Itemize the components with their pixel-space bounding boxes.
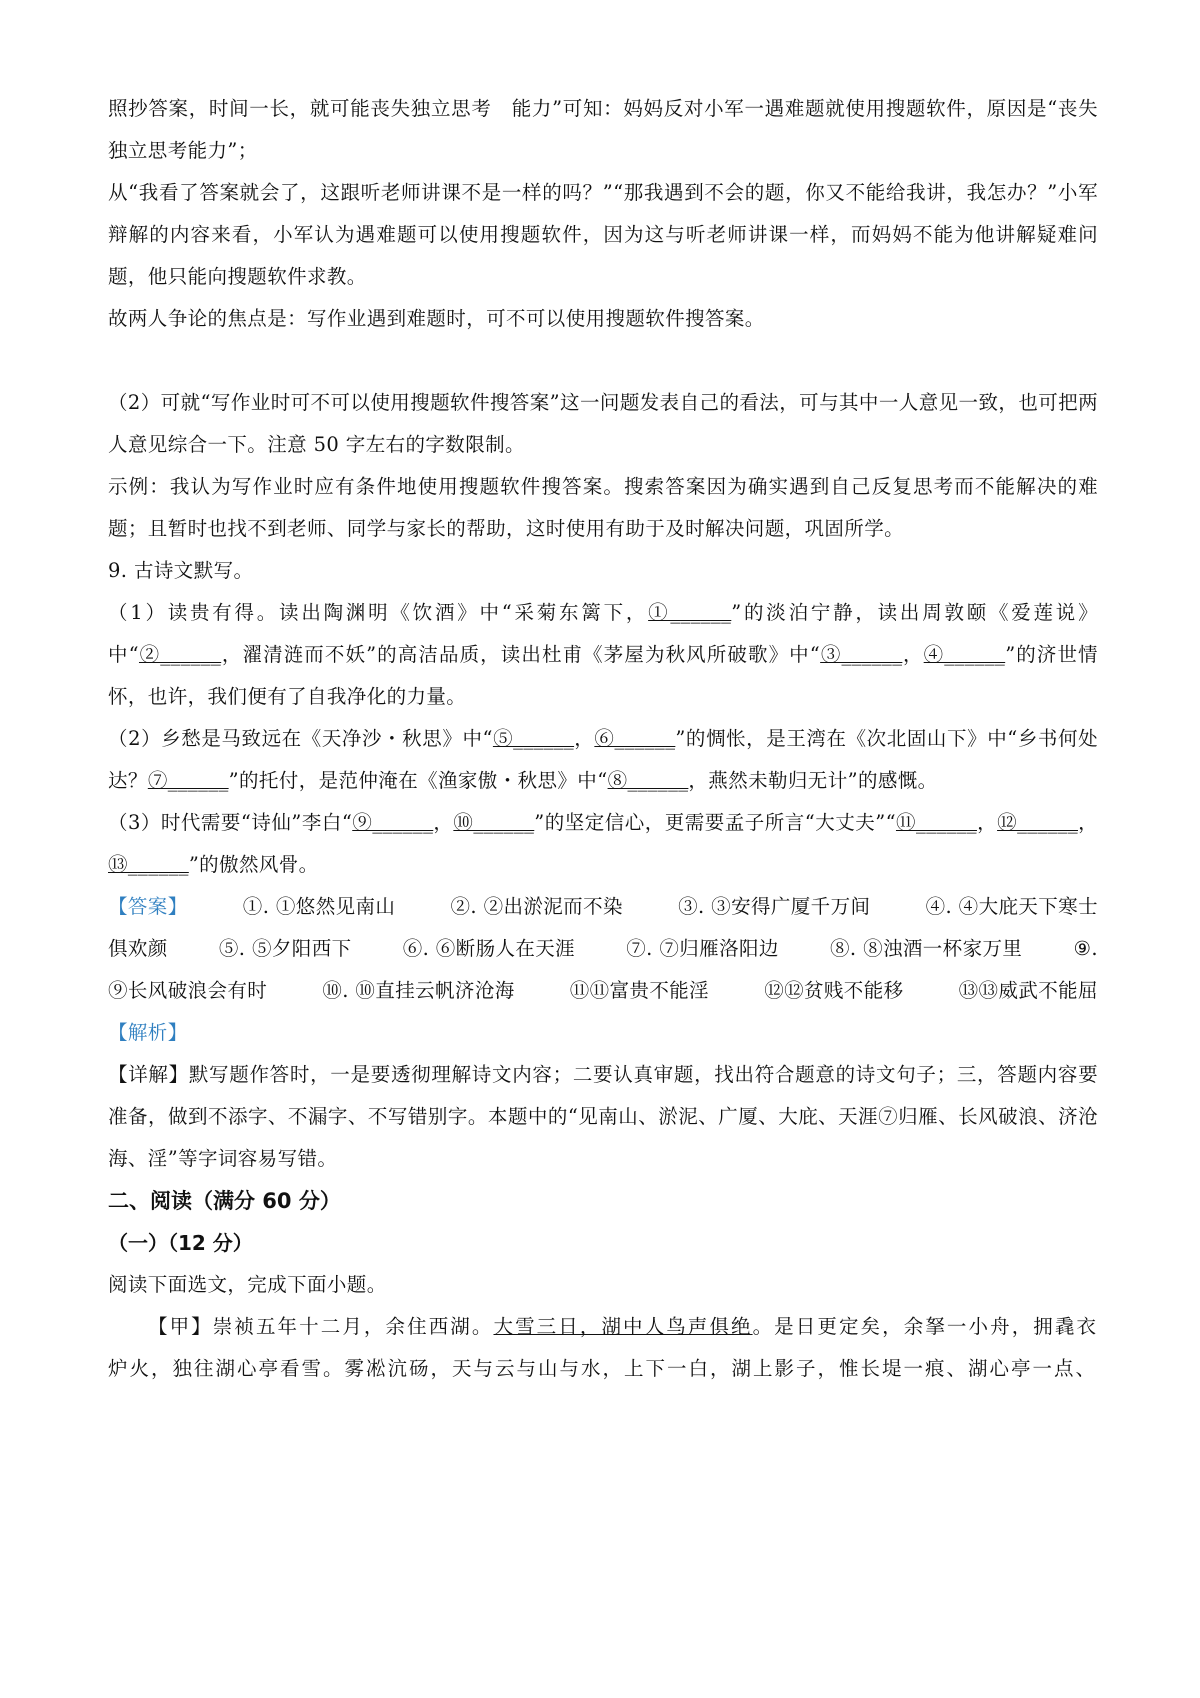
blank-4: ④______ bbox=[923, 643, 1006, 666]
blank-3: ③______ bbox=[820, 643, 903, 666]
answers-row-1 bbox=[108, 886, 1098, 928]
passage-label: 【甲】 bbox=[148, 1315, 213, 1338]
blank-8: ⑧______ bbox=[607, 769, 689, 792]
spacer bbox=[108, 340, 1098, 382]
blank-13: ⑬______ bbox=[108, 853, 189, 876]
answer-item: ⑩. ⑩直挂云帆济沧海 bbox=[322, 979, 515, 1002]
answer-item: ⑦. ⑦归雁洛阳边 bbox=[626, 937, 779, 960]
question-9-part-1: （1）读贵有得。读出陶渊明《饮酒》中“采菊东篱下，①______”的淡泊宁静，读出周敦颐《爱莲说》中“②______，濯清涟而不妖”的高洁品质，读出杜甫《茅屋为秋风所破歌》中“③______，④______”的济世情怀，也许，我们便有了自我净化的力量。 bbox=[108, 601, 1098, 708]
paragraph: 从“我看了答案就会了，这跟听老师讲课不是一样的吗？”“那我遇到不会的题，你又不能给我讲，我怎办？”小军辩解的内容来看，小军认为遇难题可以使用搜题软件，因为这与听老师讲课一样，而妈妈不能为他讲解疑难问题，他只能向搜题软件求教。 bbox=[108, 181, 1098, 288]
answer-item: ④. ④大庇天下寒士 bbox=[925, 895, 1098, 918]
answer-item: ②. ②出淤泥而不染 bbox=[450, 895, 623, 918]
answers-row-2 bbox=[108, 928, 1098, 970]
answers-row-3 bbox=[108, 970, 1098, 1012]
paragraph: 示例：我认为写作业时应有条件地使用搜题软件搜答案。搜索答案因为确实遇到自己反复思考而不能解决的难题；且暂时也找不到老师、同学与家长的帮助，这时使用有助于及时解决问题，巩固所学。 bbox=[108, 475, 1098, 540]
answer-item: ⑥. ⑥断肠人在天涯 bbox=[402, 937, 576, 960]
blank-5: ⑤______ bbox=[492, 727, 575, 750]
answer-item: ⑫⑫贫贱不能移 bbox=[764, 979, 904, 1002]
section-2-title: 二、阅读（满分 60 分） bbox=[108, 1189, 341, 1213]
blank-2: ②______ bbox=[138, 643, 222, 666]
blank-1: ①______ bbox=[648, 601, 732, 624]
answer-item: ⑧. ⑧浊酒一杯家万里 bbox=[829, 937, 1023, 960]
classical-passage: 【甲】崇祯五年十二月，余住西湖。大雪三日，湖中人鸟声俱绝。是日更定矣，余拏一小舟，拥毳衣炉火，独往湖心亭看雪。雾凇沆砀，天与云与山与水，上下一白，湖上影子，惟长堤一痕、湖心亭一点、 bbox=[108, 1315, 1098, 1380]
question-9-title: 9. 古诗文默写。 bbox=[108, 559, 254, 582]
answer-item: ①. ①悠然见南山 bbox=[242, 895, 396, 918]
answer-label: 【答案】 bbox=[108, 895, 188, 918]
answer-item: ⑤. ⑤夕阳西下 bbox=[218, 937, 352, 960]
analysis-label: 【解析】 bbox=[108, 1021, 188, 1044]
paragraph: （2）可就“写作业时可不可以使用搜题软件搜答案”这一问题发表自己的看法，可与其中一人意见一致，也可把两人意见综合一下。注意 50 字左右的字数限制。 bbox=[108, 391, 1098, 456]
answer-item: ⑨长风破浪会有时 bbox=[108, 979, 268, 1002]
blank-11: ⑪______ bbox=[895, 811, 977, 834]
underlined-sentence: 大雪三日，湖中人鸟声俱绝 bbox=[493, 1315, 753, 1338]
paragraph: 故两人争论的焦点是：写作业遇到难题时，可不可以使用搜题软件搜答案。 bbox=[108, 307, 765, 330]
answer-item: ③. ③安得广厦千万间 bbox=[678, 895, 871, 918]
section-2-subtitle: （一）（12 分） bbox=[108, 1231, 253, 1255]
question-9-part-3: （3）时代需要“诗仙”李白“⑨______，⑩______”的坚定信心，更需要孟子所言“大丈夫”“⑪______，⑫______，⑬______”的傲然风骨。 bbox=[108, 811, 1098, 876]
answer-item: ⑪⑪富贵不能淫 bbox=[569, 979, 710, 1002]
question-9-part-2: （2）乡愁是马致远在《天净沙・秋思》中“⑤______，⑥______”的惆怅，是王湾在《次北固山下》中“乡书何处达？⑦______”的托付，是范仲淹在《渔家傲・秋思》中“⑧______，燕然未勒归无计”的感慨。 bbox=[108, 727, 1098, 792]
answer-item: ⑨. bbox=[1073, 937, 1098, 960]
reading-instruction: 阅读下面选文，完成下面小题。 bbox=[108, 1273, 387, 1296]
answer-item: ⑬⑬威武不能屈 bbox=[958, 979, 1098, 1002]
blank-6: ⑥______ bbox=[594, 727, 676, 750]
blank-10: ⑩______ bbox=[453, 811, 535, 834]
blank-9: ⑨______ bbox=[352, 811, 434, 834]
paragraph: 照抄答案，时间一长，就可能丧失独立思考 能力”可知：妈妈反对小军一遇难题就使用搜题软件，原因是“丧失独立思考能力”； bbox=[108, 97, 1098, 162]
document-page bbox=[108, 88, 1098, 1390]
answer-item: 俱欢颜 bbox=[108, 937, 168, 960]
blank-12: ⑫______ bbox=[997, 811, 1078, 834]
detail-paragraph: 【详解】默写题作答时，一是要透彻理解诗文内容；二要认真审题，找出符合题意的诗文句子；三，答题内容要准备，做到不添字、不漏字、不写错别字。本题中的“见南山、淤泥、广厦、大庇、天涯⑦归雁、长风破浪、济沧海、淫”等字词容易写错。 bbox=[108, 1063, 1098, 1170]
blank-7: ⑦______ bbox=[147, 769, 229, 792]
